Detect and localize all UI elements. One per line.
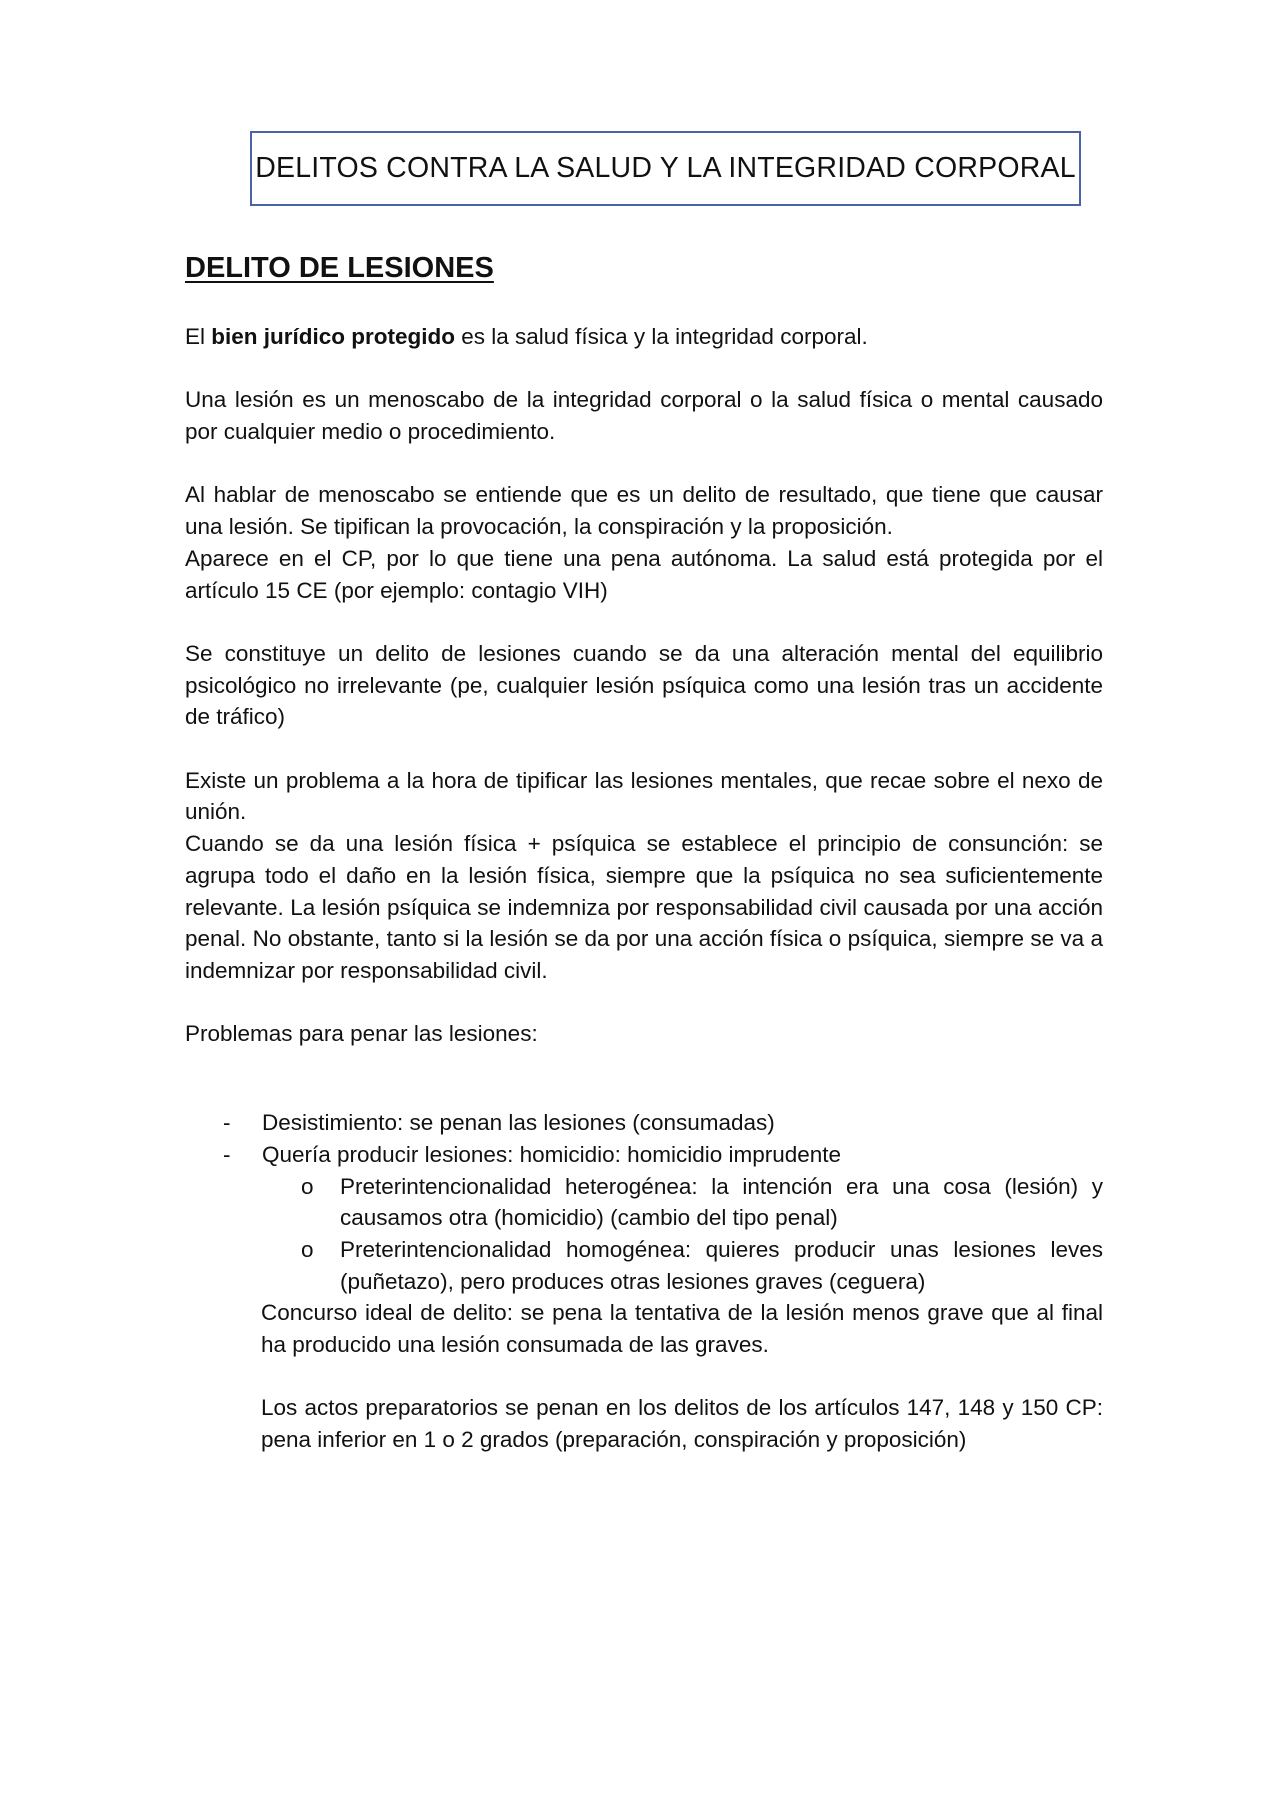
paragraph-menoscabo: Al hablar de menoscabo se entiende que es un delito de resultado, que tiene que causar una lesión. Se tipifican la provocación, la conspiración y la proposición.: [185, 482, 1103, 540]
paragraph-problema-tipificar: Existe un problema a la hora de tipificar las lesiones mentales, que recae sobre el nexo de unión.: [185, 767, 1103, 825]
list-item-text: Desistimiento: se penan las lesiones (consumadas): [262, 1110, 775, 1136]
paragraph-definicion: Una lesión es un menoscabo de la integridad corporal o la salud física o mental causado por cualquier medio o procedimiento.: [185, 387, 1103, 445]
circle-bullet: o: [301, 1173, 314, 1199]
document-title: DELITOS CONTRA LA SALUD Y LA INTEGRIDAD CORPORAL: [255, 152, 1076, 184]
bold-term: bien jurídico protegido: [211, 324, 456, 349]
sublist-item-text: Preterintencionalidad homogénea: quieres producir unas lesiones leves (puñetazo), pero produces otras lesiones graves (ceguera): [340, 1236, 1103, 1294]
dash-bullet: -: [223, 1110, 231, 1136]
list-item-text: Quería producir lesiones: homicidio: homicidio imprudente: [262, 1141, 842, 1167]
paragraph-alteracion-mental: Se constituye un delito de lesiones cuando se da una alteración mental del equilibrio psicológico no irrelevante (pe, cualquier lesión psíquica como una lesión tras un accidente de tráfico): [185, 640, 1103, 730]
sublist-item: [185, 1234, 1103, 1297]
paragraph-problemas: Problemas para penar las lesiones:: [185, 1021, 538, 1047]
problems-list: [185, 1107, 1103, 1170]
sublist-item-text: Preterintencionalidad heterogénea: la intención era una cosa (lesión) y causamos otra (homicidio) (cambio del tipo penal): [340, 1173, 1103, 1231]
document-body: [185, 252, 1103, 1456]
sublist-item: [185, 1171, 1103, 1234]
preterintencionalidad-sublist: [185, 1171, 1103, 1298]
paragraph-consuncion: Cuando se da una lesión física + psíquica se establece el principio de consunción: se agrupa todo el daño en la lesión física, siempre que la psíquica no sea suficientemente relevante. La lesión psíquica se indemniza por responsabilidad civil causada por una acción penal. No obstante, tanto si la lesión se da por una acción física o psíquica, siempre se va a indemnizar por responsabilidad civil.: [185, 831, 1103, 983]
circle-bullet: o: [301, 1236, 314, 1262]
list-item: [185, 1107, 1103, 1139]
paragraph-text: es la salud física y la integridad corporal.: [455, 324, 868, 349]
paragraph-text: El: [185, 324, 212, 349]
paragraph-bien-juridico: [185, 321, 1103, 353]
paragraph-concurso-ideal: Concurso ideal de delito: se pena la tentativa de la lesión menos grave que al final ha producido una lesión consumada de las graves.: [261, 1300, 1103, 1358]
document-title-box: [250, 131, 1081, 206]
paragraph-actos-preparatorios: Los actos preparatorios se penan en los delitos de los artículos 147, 148 y 150 CP: pena inferior en 1 o 2 grados (preparación, conspiración y proposición): [261, 1395, 1103, 1453]
list-item: [185, 1139, 1103, 1171]
dash-bullet: -: [223, 1141, 231, 1167]
paragraph-cp: Aparece en el CP, por lo que tiene una pena autónoma. La salud está protegida por el artículo 15 CE (por ejemplo: contagio VIH): [185, 545, 1103, 603]
section-heading: DELITO DE LESIONES: [185, 252, 494, 284]
